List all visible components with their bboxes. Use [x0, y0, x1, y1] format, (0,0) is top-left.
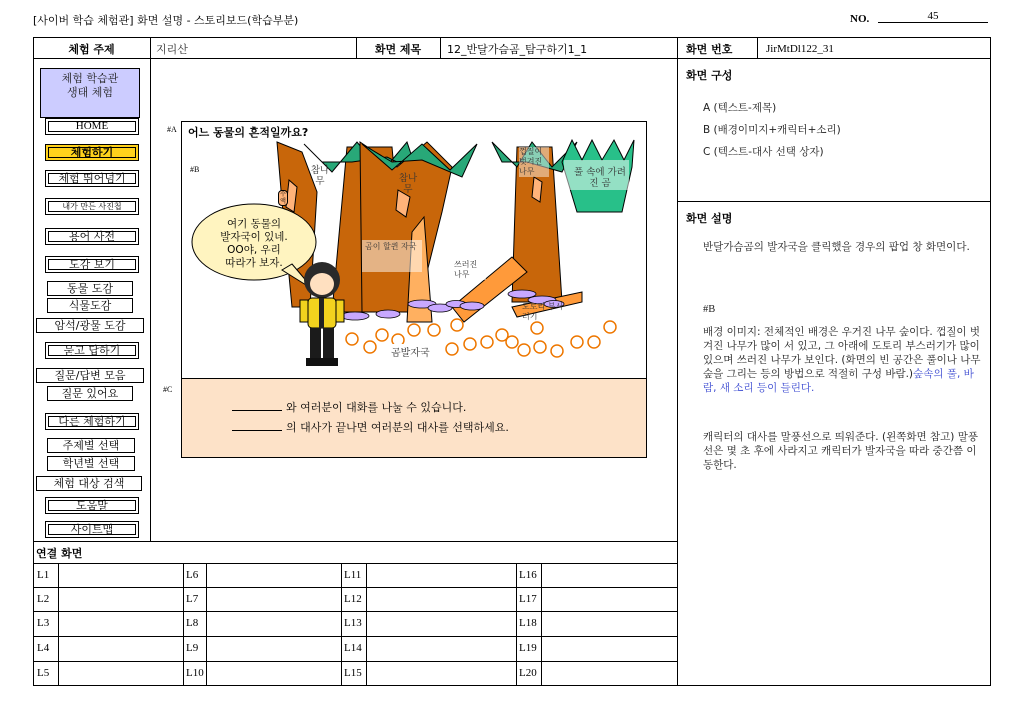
composition-item: A (텍스트-제목) — [703, 102, 777, 114]
footprint-trail — [346, 319, 616, 357]
header-col-divider — [757, 37, 758, 58]
link-cell[interactable]: L18 — [519, 617, 537, 629]
nav-other-experience-button[interactable]: 다른 체험하기 — [45, 413, 139, 430]
link-cell[interactable]: L6 — [186, 569, 199, 581]
composition-item: B (배경이미지+캐릭터+소리) — [703, 124, 841, 136]
nav-sitemap-button[interactable]: 사이트맵 — [45, 521, 139, 538]
link-cell[interactable]: L19 — [519, 642, 537, 654]
link-cell[interactable]: L12 — [344, 593, 362, 605]
nav-ask-question[interactable]: 질문 있어요 — [47, 386, 133, 401]
composition-title: 화면 구성 — [686, 69, 733, 82]
label-acorn-debris: 도토리 부서러기 — [522, 302, 564, 321]
link-cell[interactable]: L11 — [344, 569, 362, 581]
screen-number-label: 화면 번호 — [686, 43, 733, 56]
links-row-line — [33, 611, 677, 612]
marker-b: #B — [190, 165, 200, 174]
scene-title: 어느 동물의 흔적일까요? — [188, 126, 309, 139]
blank-character-name — [232, 430, 282, 431]
nav-grade-select[interactable]: 학년별 선택 — [47, 456, 135, 471]
links-col-line — [516, 563, 517, 686]
description-background — [703, 325, 981, 395]
label-bear-footprints: 곰발자국 — [391, 344, 430, 359]
links-row-line — [33, 636, 677, 637]
speech-bubble-text — [192, 218, 316, 270]
description-summary: 반달가슴곰의 발자국을 클릭했을 경우의 팝업 창 화면이다. — [703, 241, 970, 253]
description-title: 화면 설명 — [686, 212, 733, 225]
bubble-line: 여기 동물의 — [226, 218, 282, 230]
topic-label: 체험 주제 — [68, 43, 115, 56]
nav-title-line1: 체험 학습관 — [61, 72, 119, 85]
nav-help-button[interactable]: 도움말 — [45, 497, 139, 514]
label-fallen-tree: 쓰러진 나무 — [454, 260, 486, 280]
dialog-line-2-text: 의 대사가 끝나면 여러분의 대사를 선택하세요. — [286, 421, 509, 434]
marker-a: #A — [167, 125, 177, 134]
nav-divider — [150, 37, 151, 541]
link-cell[interactable]: L14 — [344, 642, 362, 654]
link-cell[interactable]: L8 — [186, 617, 199, 629]
nav-plant-guide[interactable]: 식물도감 — [47, 298, 133, 313]
link-cell[interactable]: L9 — [186, 642, 199, 654]
links-col-line — [206, 563, 207, 686]
link-cell[interactable]: L15 — [344, 667, 362, 679]
bubble-line: 발자국이 있네. — [220, 231, 288, 243]
links-col-line — [58, 563, 59, 686]
links-title: 연결 화면 — [36, 547, 83, 560]
screen-number-value: JirMtDl122_31 — [766, 43, 834, 55]
dialog-line-1-text: 와 여러분이 대화를 나눌 수 있습니다. — [286, 401, 467, 414]
links-col-line — [541, 563, 542, 686]
nav-title-line2: 생태 체험 — [66, 86, 113, 99]
link-cell[interactable]: L13 — [344, 617, 362, 629]
screen-title-label: 화면 제목 — [374, 43, 422, 56]
link-cell[interactable]: L7 — [186, 593, 199, 605]
bubble-line: OO야, 우리 — [227, 244, 281, 256]
label-oak2: 참나무 — [398, 173, 418, 195]
tree-trunk — [360, 142, 452, 312]
header-col-divider — [440, 37, 441, 58]
topic-value: 지리산 — [156, 43, 188, 56]
link-cell[interactable]: L17 — [519, 593, 537, 605]
label-hidden-bear: 풀 속에 가려진 곰 — [574, 167, 626, 189]
links-col-line — [183, 563, 184, 686]
marker-c: #C — [163, 385, 173, 394]
description-background-text: 배경 이미지: 전체적인 배경은 우거진 나무 숲이다. 껍질이 벗겨진 나무가 많이 서 있고, 그 아래에 도토리 부스러기가 많이 있으며 쓰러진 나무가 보인다. (화면의 빈 공간은 풀이나 나무 숲을 그리는 등의 방법으로 적절히 구성 바람.) — [703, 326, 981, 380]
links-row-line — [33, 563, 677, 564]
label-bear-scratch: 곰이 할퀸 자국 — [362, 240, 422, 272]
links-col-line — [341, 563, 342, 686]
nav-title — [40, 68, 140, 118]
screen-title-value: 12_반달가슴곰_탐구하기1_1 — [447, 43, 588, 56]
dialog-line-1 — [232, 399, 466, 415]
character — [300, 262, 344, 366]
link-cell[interactable]: L4 — [37, 642, 50, 654]
label-sap: 수액 — [278, 190, 288, 206]
nav-rock-guide[interactable]: 암석/광물 도감 — [36, 318, 144, 333]
nav-experience-button[interactable]: 체험하기 — [45, 144, 139, 161]
link-cell[interactable]: L20 — [519, 667, 537, 679]
description-character: 캐릭터의 대사를 말풍선으로 띄워준다. (왼쪽화면 참고) 말풍선은 몇 초 후에 사라지고 캐릭터가 발자국을 따라 중간쯤 이동한다. — [703, 431, 978, 471]
right-divider — [677, 201, 991, 202]
nav-topic-select[interactable]: 주제별 선택 — [47, 438, 135, 453]
nav-album-button[interactable]: 내가 만든 사진첩 — [45, 198, 139, 215]
composition-item: C (텍스트-대사 선택 상자) — [703, 146, 824, 158]
nav-skip-button[interactable]: 체험 뛰어넘기 — [45, 170, 139, 187]
link-cell[interactable]: L16 — [519, 569, 537, 581]
page-number-value: 45 — [878, 10, 988, 23]
nav-target-search[interactable]: 체험 대상 검색 — [36, 476, 142, 491]
bark-patch — [532, 177, 542, 202]
link-cell[interactable]: L5 — [37, 667, 50, 679]
nav-guide-button[interactable]: 도감 보기 — [45, 256, 139, 273]
document-title: [사이버 학습 체험관] 화면 설명 - 스토리보드(학습부분) — [33, 14, 299, 27]
page-number-label: NO. — [850, 13, 870, 25]
label-oak1: 참나무 — [310, 165, 330, 187]
link-cell[interactable]: L3 — [37, 617, 50, 629]
header-divider — [33, 58, 991, 59]
nav-qa-collection[interactable]: 질문/답변 모음 — [36, 368, 144, 383]
nav-glossary-button[interactable]: 용어 사전 — [45, 228, 139, 245]
links-row-line — [33, 587, 677, 588]
dialog-choice-box[interactable] — [181, 378, 647, 458]
right-panel-divider — [677, 37, 678, 686]
link-cell[interactable]: L10 — [186, 667, 204, 679]
description-sound-text: 숲속의 풀, 바람, 새 소리 등이 들린다. — [703, 368, 974, 394]
links-row-line — [33, 661, 677, 662]
label-peeled-tree: 껍질이 벗겨진 나무 — [519, 147, 549, 177]
description-marker-b: #B — [703, 304, 716, 315]
links-col-line — [366, 563, 367, 686]
bubble-line: 따라가 보자. — [225, 257, 283, 269]
nav-home-button[interactable]: HOME — [45, 118, 139, 135]
links-divider — [33, 541, 677, 542]
nav-qa-button[interactable]: 묻고 답하기 — [45, 342, 139, 359]
link-cell[interactable]: L1 — [37, 569, 50, 581]
link-cell[interactable]: L2 — [37, 593, 50, 605]
blank-character-name — [232, 410, 282, 411]
dialog-line-2 — [232, 419, 509, 435]
nav-animal-guide[interactable]: 동물 도감 — [47, 281, 133, 296]
